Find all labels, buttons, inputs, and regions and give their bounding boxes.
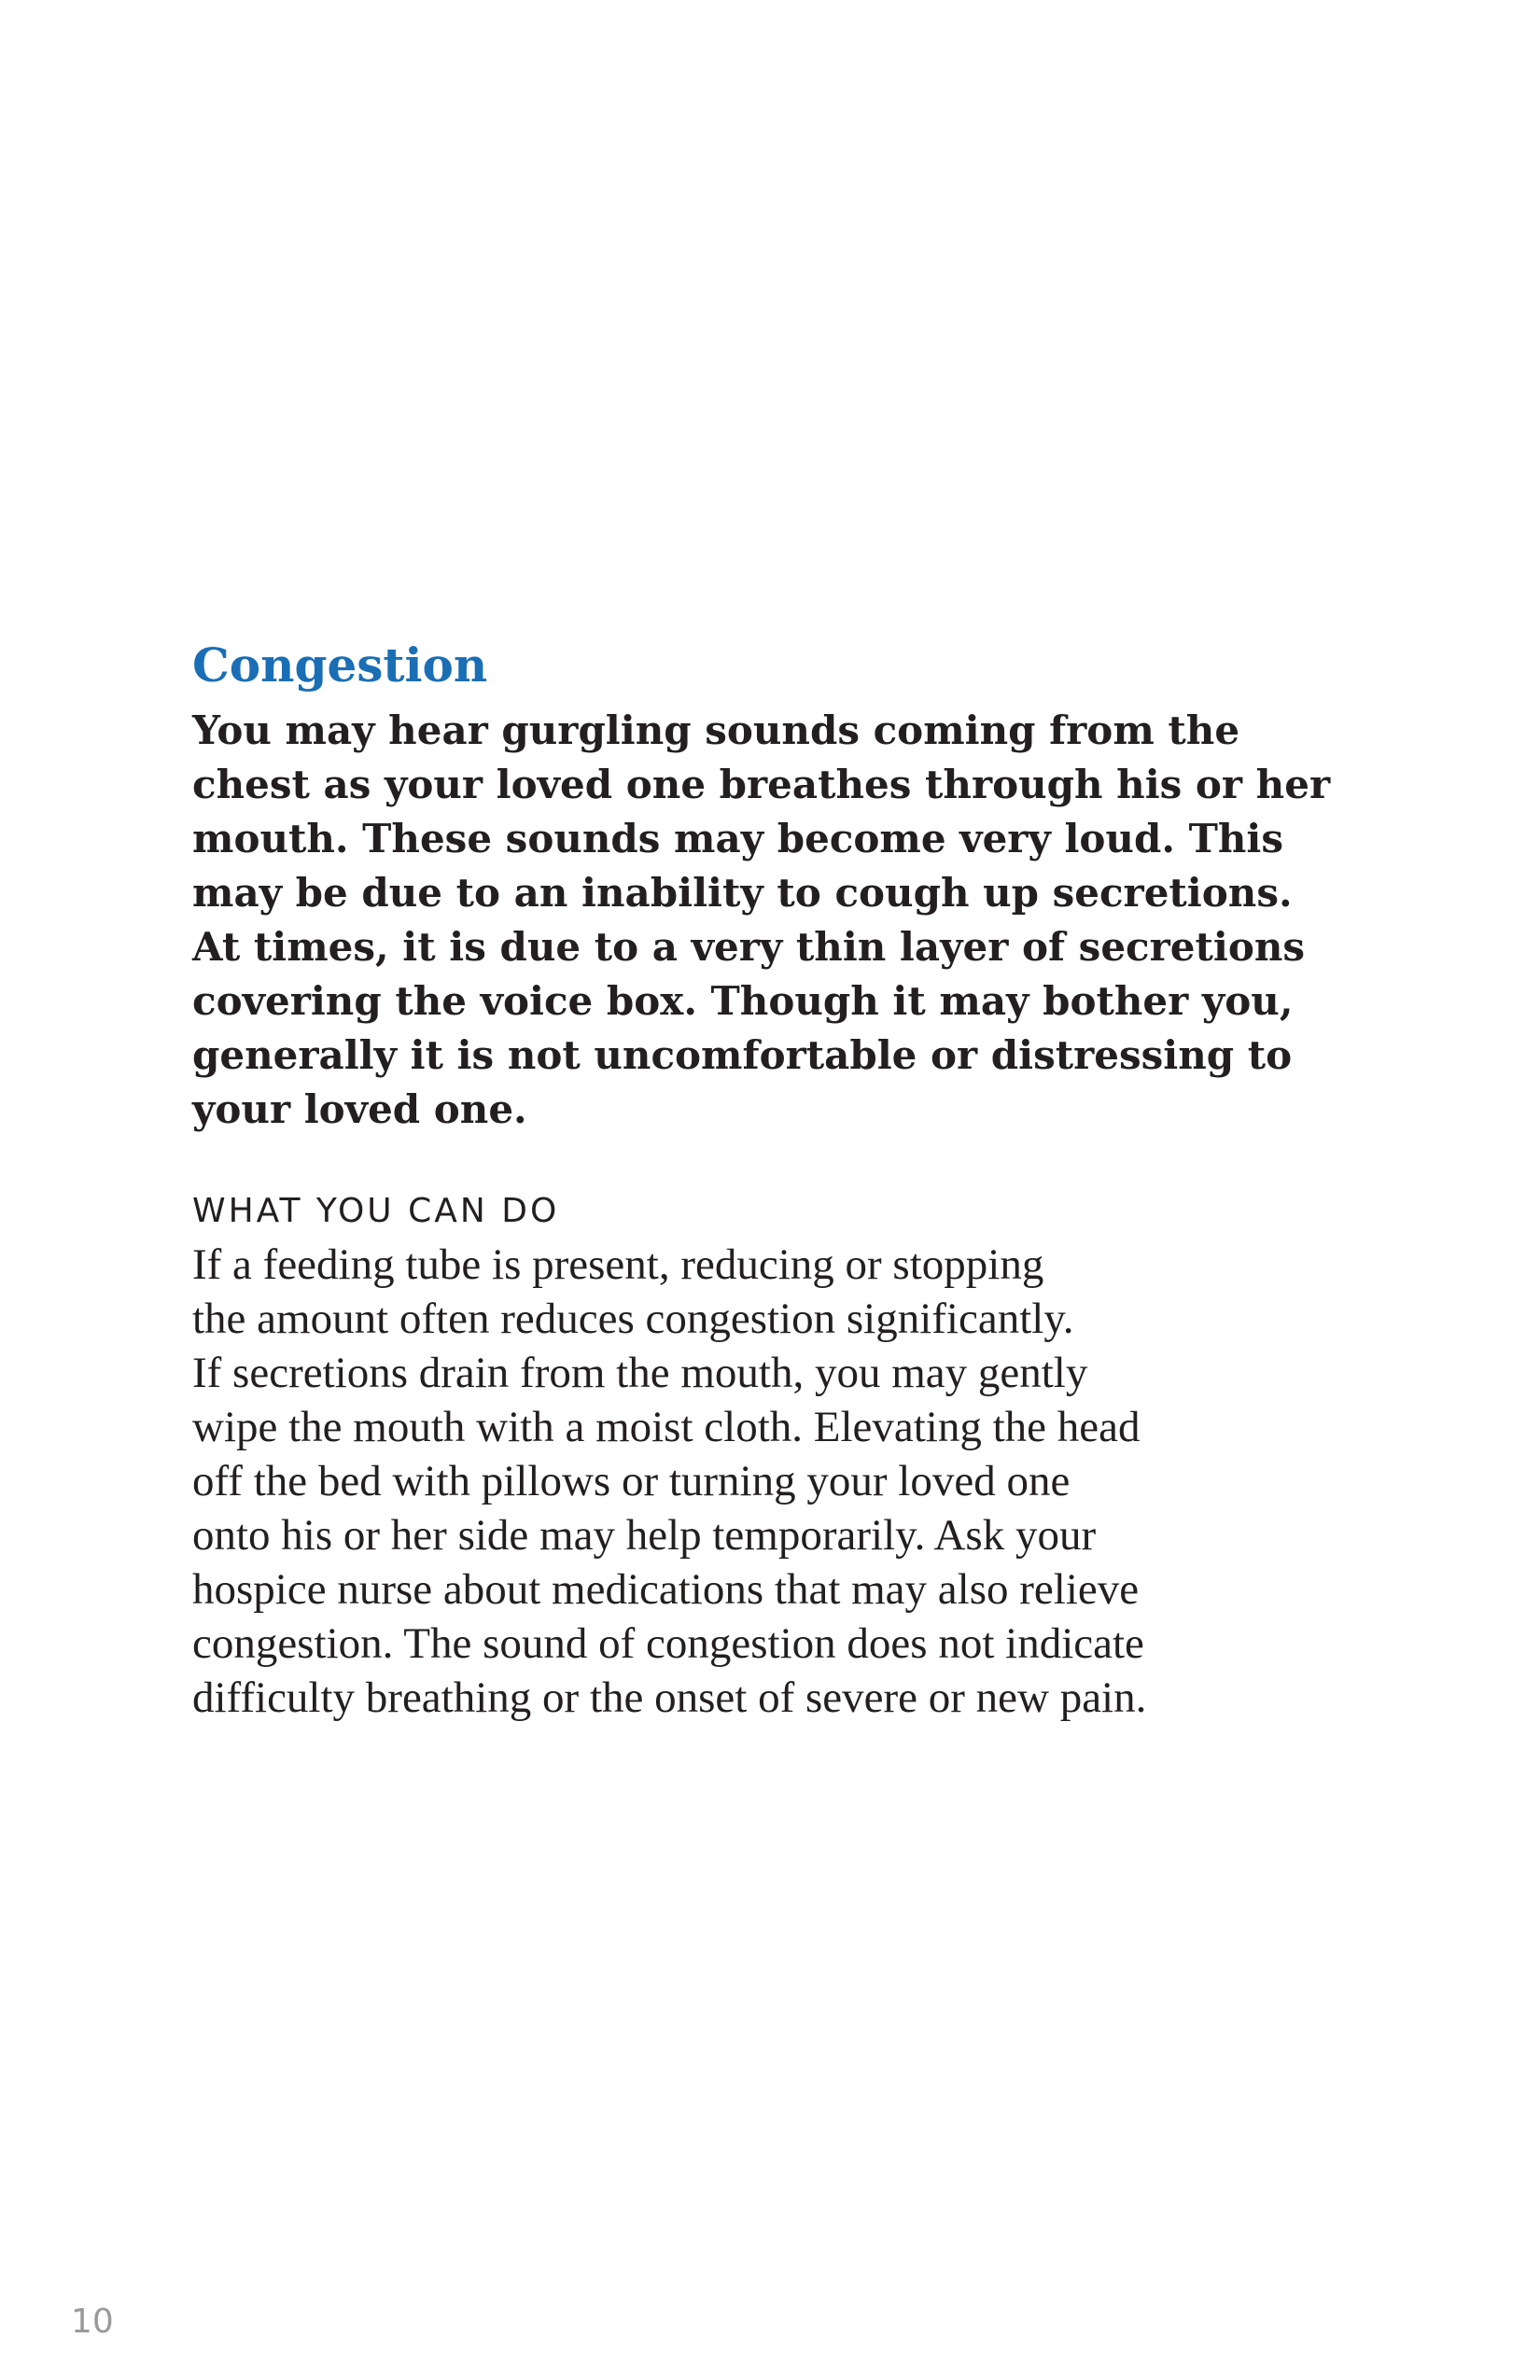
intro-line: You may hear gurgling sounds coming from the <box>192 707 1240 753</box>
intro-line: mouth. These sounds may become very loud. This <box>192 816 1283 861</box>
body-line: congestion. The sound of congestion does not indicate <box>192 1619 1144 1668</box>
intro-paragraph <box>192 704 1359 1137</box>
body-line: onto his or her side may help temporarily. Ask your <box>192 1511 1097 1560</box>
body-line: If secretions drain from the mouth, you may gently <box>192 1349 1088 1397</box>
body-line: the amount often reduces congestion significantly. <box>192 1295 1074 1343</box>
intro-line: generally it is not uncomfortable or distressing to <box>192 1032 1293 1078</box>
congestion-section <box>192 637 1359 1725</box>
page-number: 10 <box>71 2303 114 2341</box>
section-title: Congestion <box>192 637 488 693</box>
intro-line: At times, it is due to a very thin layer of secretions <box>192 924 1306 970</box>
body-line: off the bed with pillows or turning your loved one <box>192 1457 1071 1505</box>
body-paragraph <box>192 1238 1359 1725</box>
body-line: hospice nurse about medications that may also relieve <box>192 1565 1140 1614</box>
what-you-can-do-heading: WHAT YOU CAN DO <box>192 1192 560 1230</box>
intro-line: may be due to an inability to cough up secretions. <box>192 870 1293 916</box>
body-line: wipe the mouth with a moist cloth. Elevating the head <box>192 1403 1141 1451</box>
body-line: difficulty breathing or the onset of severe or new pain. <box>192 1673 1147 1722</box>
intro-line: your loved one. <box>192 1086 527 1132</box>
intro-line: chest as your loved one breathes through his or her <box>192 762 1331 807</box>
intro-line: covering the voice box. Though it may bother you, <box>192 978 1294 1024</box>
body-line: If a feeding tube is present, reducing or stopping <box>192 1240 1044 1289</box>
